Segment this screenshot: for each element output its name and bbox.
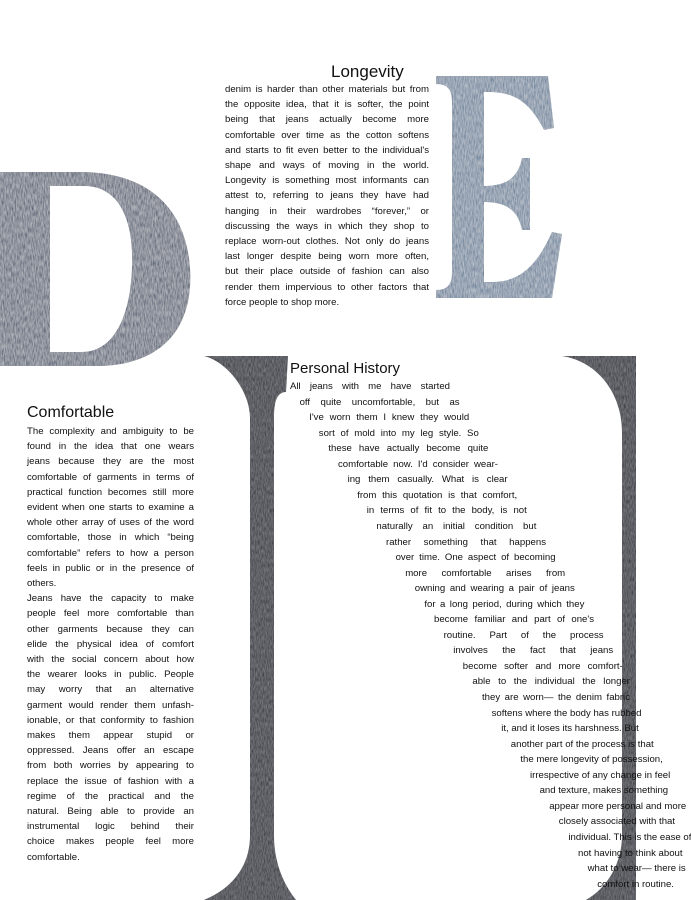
text-line: practical function becomes still more bbox=[27, 486, 194, 498]
text-line: The complexity and ambiguity to be bbox=[27, 426, 194, 437]
text-line: irrespective of any change in feel bbox=[530, 769, 671, 781]
text-line: being that jeans actually become more bbox=[225, 114, 429, 126]
text-line: and starts to fit even better to the individual's bbox=[225, 144, 429, 156]
text-line: others. bbox=[27, 578, 57, 590]
text-line: render them impervious to other factors that bbox=[225, 281, 429, 293]
text-line: comfortable” refers to how a person bbox=[27, 547, 194, 559]
comfortable-heading: Comfortable bbox=[27, 404, 115, 421]
text-line: become familiar and part of one's bbox=[434, 614, 594, 626]
text-line: appear more personal and more bbox=[549, 800, 687, 812]
text-line: Jeans have the capacity to make bbox=[27, 593, 194, 605]
personal-history-heading: Personal History bbox=[290, 360, 401, 377]
text-line: individual. This is the ease of bbox=[568, 831, 691, 843]
text-line: garment would render them unfash- bbox=[27, 699, 194, 711]
text-line: comfortable, those in which “being bbox=[27, 532, 194, 544]
text-line: people feel more comfortable than bbox=[27, 608, 194, 620]
text-line: feels in public or in the presence of bbox=[27, 562, 194, 574]
text-line: comfortable of garments in terms of bbox=[27, 471, 194, 483]
text-line: the opposite idea, that it is softer, the point bbox=[225, 99, 429, 111]
text-line: comfortable over time as the cotton softens bbox=[225, 129, 429, 141]
text-line: become softer and more comfort- bbox=[462, 660, 623, 672]
text-line: force people to shop more. bbox=[225, 296, 340, 308]
text-line: in terms of fit to the body, is not bbox=[366, 505, 527, 517]
text-line: other garments because they can bbox=[27, 623, 194, 635]
text-line: naturally an initial condition but bbox=[376, 520, 537, 532]
text-line: jeans because they are the most bbox=[27, 456, 194, 468]
text-line: whole other array of uses of the word bbox=[27, 517, 194, 529]
text-line: over time. One aspect of becoming bbox=[395, 552, 556, 564]
text-line: they are worn— the denim fabric bbox=[482, 692, 630, 703]
text-line: from both worries by appearing to bbox=[27, 760, 194, 772]
text-line: and texture, makes something bbox=[539, 785, 669, 797]
text-line: for a long period, during which they bbox=[424, 598, 585, 610]
text-line: ionable, or that conformity to fashion bbox=[27, 714, 194, 726]
personal-history-body bbox=[0, 379, 691, 894]
text-line: evident when one starts to examine a bbox=[27, 502, 194, 514]
text-line: routine. Part of the process bbox=[443, 629, 604, 641]
text-line: closely associated with that bbox=[558, 816, 676, 828]
letter-e-denim bbox=[436, 76, 562, 298]
longevity-heading: Longevity bbox=[331, 62, 404, 81]
text-line: off quite uncomfortable, but as bbox=[299, 396, 460, 408]
text-line: discussing the ways in which they shop to bbox=[225, 220, 429, 232]
text-line: these have actually become quite bbox=[328, 443, 489, 455]
text-line: I've worn them I knew they would bbox=[309, 412, 470, 424]
text-line: softens where the body has rubbed bbox=[491, 707, 642, 719]
text-line: found in the idea that one wears bbox=[27, 441, 194, 453]
text-line: makes them appear stupid or bbox=[27, 730, 194, 742]
text-line: oppressed. Jeans offer an escape bbox=[27, 745, 194, 757]
text-line: replace worn-out clothes. Not only do jeans bbox=[225, 236, 429, 248]
text-line: regime of the practical and the bbox=[27, 790, 194, 802]
text-line: elide the physical idea of comfort bbox=[27, 638, 194, 650]
text-line: owning and wearing a pair of jeans bbox=[414, 583, 575, 595]
text-line: denim is harder than other materials but from bbox=[225, 84, 429, 95]
text-line: natural. Being able to provide an bbox=[27, 806, 194, 818]
text-line: with the social concern about how bbox=[27, 654, 194, 666]
text-line: last longer despite being worn more often, bbox=[225, 251, 429, 263]
text-line: All jeans with me have started bbox=[290, 381, 450, 392]
letter-d-denim bbox=[0, 172, 190, 366]
text-line: choice makes people feel more bbox=[27, 836, 194, 848]
text-line: comfortable now. I'd consider wear- bbox=[338, 458, 498, 470]
text-line: Longevity is something most informants can bbox=[225, 175, 429, 187]
longevity-body bbox=[225, 82, 429, 310]
text-line: may worry that an alternative bbox=[27, 684, 194, 696]
text-line: rather something that happens bbox=[386, 536, 546, 548]
text-line: it, and it loses its harshness. But bbox=[501, 723, 639, 735]
text-line: from this quotation is that comfort, bbox=[357, 489, 518, 501]
text-line: ing them casually. What is clear bbox=[347, 474, 508, 486]
text-line: replace the issue of fashion with a bbox=[27, 775, 194, 787]
text-line: not having to think about bbox=[578, 847, 683, 859]
text-line: hanging in their wardrobes “forever,” or bbox=[225, 205, 429, 217]
text-line: but their place outside of fashion can also bbox=[225, 266, 429, 278]
text-line: able to the individual the longer bbox=[472, 676, 630, 688]
text-line: another part of the process is that bbox=[510, 738, 654, 750]
text-line: sort of mold into my leg style. So bbox=[318, 427, 479, 439]
text-line: the mere longevity of possession, bbox=[520, 754, 663, 766]
text-line: what to wear— there is bbox=[587, 863, 686, 875]
text-line: comfortable. bbox=[27, 851, 80, 863]
text-line: involves the fact that jeans bbox=[453, 645, 614, 657]
text-line: comfort in routine. bbox=[597, 878, 674, 890]
text-line: shape and ways of moving in the world. bbox=[225, 160, 429, 172]
text-line: more comfortable arises from bbox=[405, 567, 566, 579]
text-line: the wearer looks in public. People bbox=[27, 669, 194, 681]
text-line: attest to, referring to jeans they have had bbox=[225, 190, 429, 202]
text-line: instrumental logic behind their bbox=[27, 821, 194, 833]
